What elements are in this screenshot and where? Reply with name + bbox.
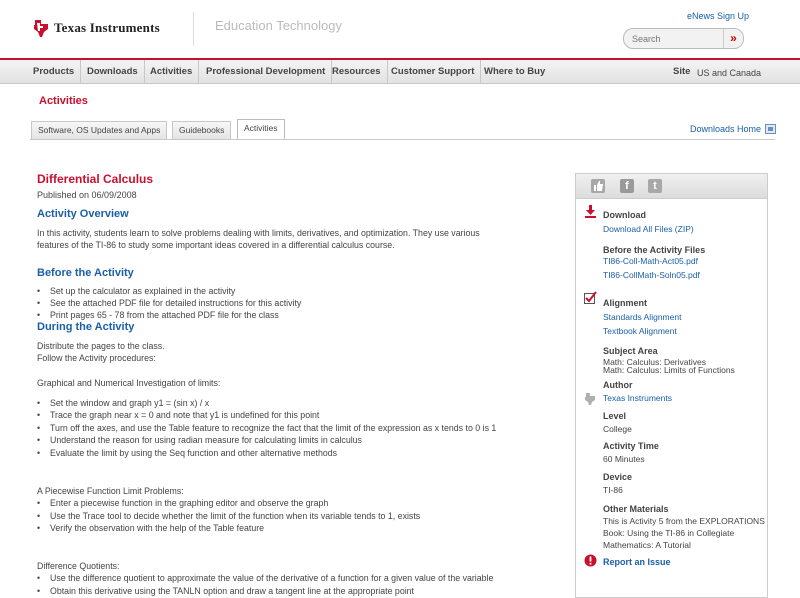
level-value: College xyxy=(603,424,632,434)
page-title: Activities xyxy=(39,95,88,107)
device-label: Device xyxy=(603,472,633,482)
overview-heading: Activity Overview xyxy=(37,208,129,220)
nav-activities[interactable]: Activities xyxy=(144,60,199,84)
other-materials-label: Other Materials xyxy=(603,504,669,514)
list-item: • Obtain this derivative using the TANLN option and draw a tangent line at the appropriate point xyxy=(37,585,414,597)
list-item: • Turn off the axes, and use the Table feature to recognize the fact that the limit of the expression as x tends to 0 is 1 xyxy=(37,422,496,434)
nav-professional-development[interactable]: Professional Development xyxy=(200,60,332,84)
tab-software-os-updates[interactable]: Software, OS Updates and Apps xyxy=(31,121,167,139)
author-link[interactable]: Texas Instruments xyxy=(603,393,672,403)
piecewise-heading: A Piecewise Function Limit Problems: xyxy=(37,486,184,496)
report-issue-link[interactable]: Report an Issue xyxy=(603,557,671,567)
site-selector[interactable]: US and Canada xyxy=(697,68,762,78)
standards-alignment-link[interactable]: Standards Alignment xyxy=(603,312,682,322)
nav-products[interactable]: Products xyxy=(27,60,81,84)
nav-where-to-buy[interactable]: Where to Buy xyxy=(484,66,546,77)
other-materials-line: This is Activity 5 from the EXPLORATIONS xyxy=(603,516,765,526)
download-label: Download xyxy=(603,210,646,220)
list-item: • Enter a piecewise function in the graphing editor and observe the graph xyxy=(37,497,328,509)
list-item: • Trace the graph near x = 0 and note that y1 is undefined for this point xyxy=(37,409,319,421)
activity-time-value: 60 Minutes xyxy=(603,454,645,464)
textbook-alignment-link[interactable]: Textbook Alignment xyxy=(603,326,677,336)
list-item: • Print pages 65 - 78 from the attached PDF file for the class xyxy=(37,309,279,321)
download-icon xyxy=(584,205,597,218)
alignment-label: Alignment xyxy=(603,298,647,308)
file-link[interactable]: TI86-Coll-Math-Act05.pdf xyxy=(603,256,698,266)
nav-downloads[interactable]: Downloads xyxy=(81,60,145,84)
nav-resources[interactable]: Resources xyxy=(326,60,388,84)
difference-heading: Difference Quotients: xyxy=(37,561,120,571)
during-heading: During the Activity xyxy=(37,321,135,333)
list-item: • Use the Trace tool to decide whether the limit of the function when its variable tends to 1, exists xyxy=(37,510,420,522)
list-item: • Verify the observation with the help of the Table feature xyxy=(37,522,264,534)
twitter-icon[interactable]: t xyxy=(648,179,662,193)
tab-divider xyxy=(30,139,775,140)
subject-area-value: Math: Calculus: Derivatives xyxy=(603,357,706,367)
overview-text-line: In this activity, students learn to solve problems dealing with limits, derivatives, and optimization. They use various xyxy=(37,228,480,238)
list-item: • Understand the reason for using radian measure for calculating limits in calculus xyxy=(37,434,362,446)
list-item: • Evaluate the limit by using the Seq function and other alternative methods xyxy=(37,447,337,459)
ti-logo[interactable] xyxy=(32,18,160,38)
other-materials-line: Book: Using the TI-86 in Collegiate xyxy=(603,528,735,538)
checkbox-icon xyxy=(584,291,597,304)
list-item: • Set up the calculator as explained in the activity xyxy=(37,285,235,297)
file-link[interactable]: TI86-CollMath-Soln05.pdf xyxy=(603,270,700,280)
before-heading: Before the Activity xyxy=(37,267,134,279)
other-materials-line: Mathematics: A Tutorial xyxy=(603,540,691,550)
header-divider xyxy=(193,12,194,46)
site-header xyxy=(0,0,800,57)
level-label: Level xyxy=(603,411,627,421)
brand-name: Texas Instruments xyxy=(54,20,160,35)
ti-state-icon xyxy=(32,18,50,38)
graphical-heading: Graphical and Numerical Investigation of limits: xyxy=(37,378,221,388)
during-intro-line: Follow the Activity procedures: xyxy=(37,353,156,363)
search-input[interactable] xyxy=(632,32,720,46)
subject-area-value: Math: Calculus: Limits of Functions xyxy=(603,365,735,375)
nav-customer-support[interactable]: Customer Support xyxy=(385,60,481,84)
ti-author-icon xyxy=(584,392,597,405)
overview-text-line: features of the TI-86 to study some important ideas covered in a differential calculus course. xyxy=(37,240,395,250)
activity-sidebar xyxy=(575,173,768,598)
download-all-link[interactable]: Download All Files (ZIP) xyxy=(603,224,694,234)
downloads-home-link[interactable] xyxy=(690,124,776,134)
before-files-label: Before the Activity Files xyxy=(603,245,706,255)
tab-guidebooks[interactable]: Guidebooks xyxy=(172,121,231,139)
device-value: TI-86 xyxy=(603,485,623,495)
subject-area-label: Subject Area xyxy=(603,346,658,356)
activity-time-label: Activity Time xyxy=(603,441,659,451)
tab-activities[interactable]: Activities xyxy=(237,119,285,139)
like-icon[interactable] xyxy=(591,179,605,193)
facebook-icon[interactable]: f xyxy=(620,179,634,193)
downloads-home-label: Downloads Home xyxy=(690,124,762,134)
alert-icon xyxy=(584,554,597,567)
site-label: Site xyxy=(673,66,691,77)
list-item: • See the attached PDF file for detailed instructions for this activity xyxy=(37,297,301,309)
list-item: • Set the window and graph y1 = (sin x) / x xyxy=(37,397,209,409)
during-intro-line: Distribute the pages to the class. xyxy=(37,341,165,351)
home-icon xyxy=(765,124,776,134)
main-nav xyxy=(0,58,800,84)
enews-signup-link[interactable]: eNews Sign Up xyxy=(687,11,750,21)
list-item: • Use the difference quotient to approximate the value of the derivative of a function for a given value of the variable xyxy=(37,572,493,584)
published-date: Published on 06/09/2008 xyxy=(37,190,137,200)
author-label: Author xyxy=(603,380,633,390)
activity-title: Differential Calculus xyxy=(37,172,154,186)
search-box xyxy=(623,28,744,49)
share-bar xyxy=(576,174,767,199)
section-title: Education Technology xyxy=(215,18,342,33)
search-go-icon[interactable]: » xyxy=(723,29,743,48)
